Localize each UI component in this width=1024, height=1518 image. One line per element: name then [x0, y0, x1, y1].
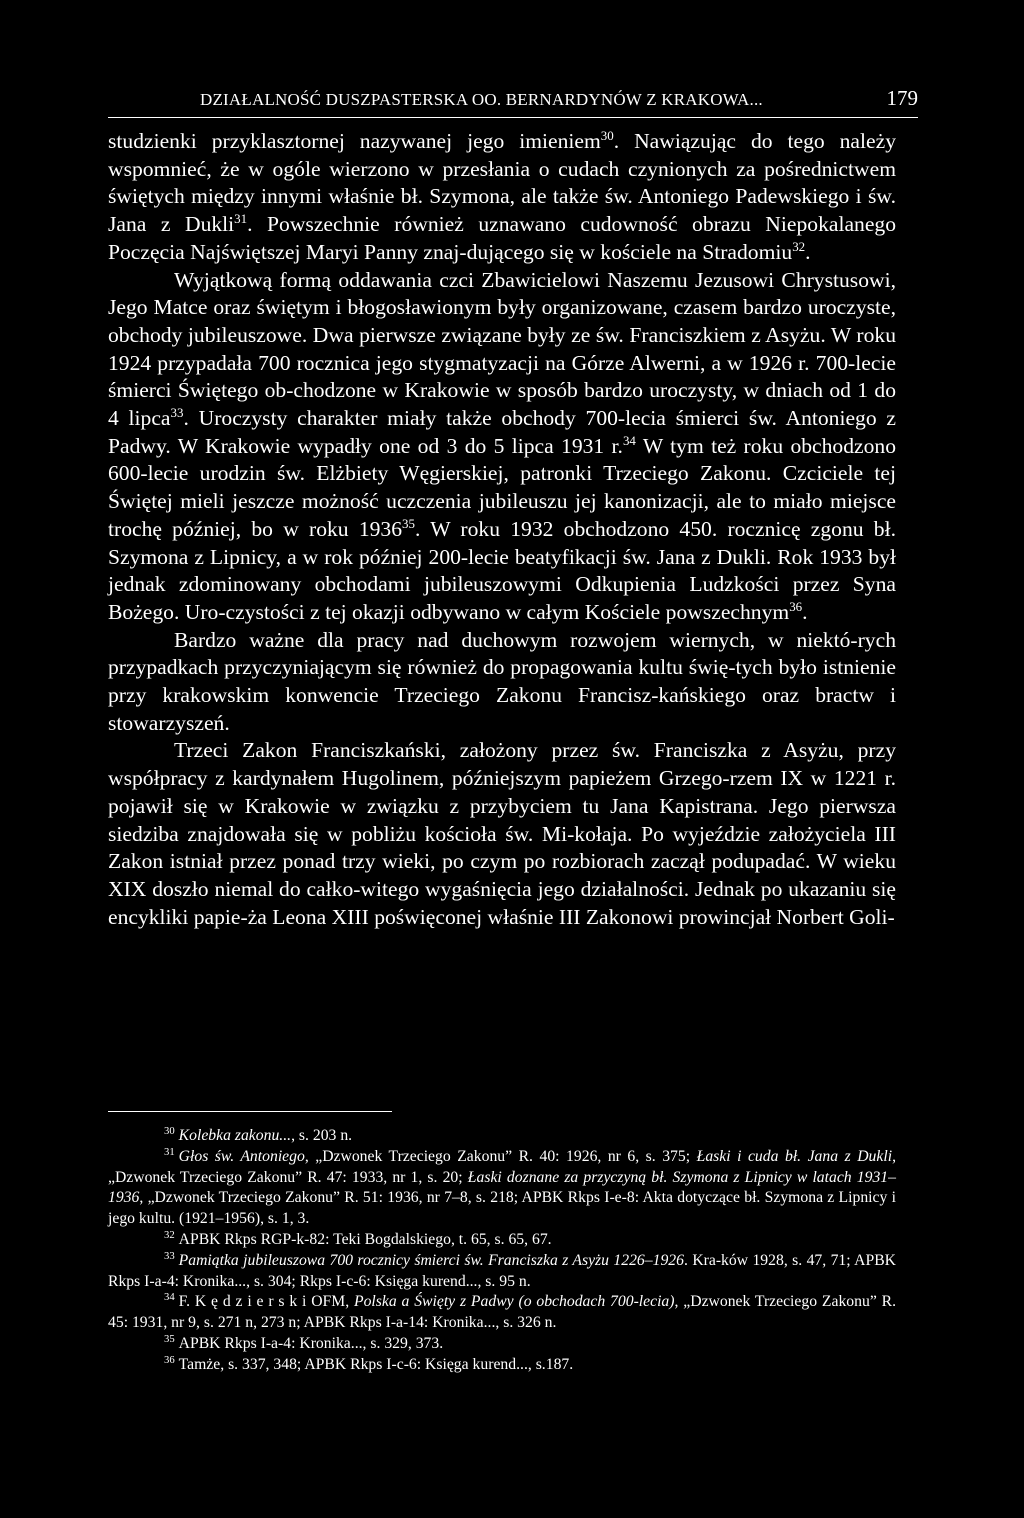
footnote-text	[108, 1145, 896, 1228]
italic-text: Pamiątka jubileuszowa 700 rocznicy śmierci św. Franciszka z Asyżu 1226–1926	[178, 1251, 684, 1269]
text-segment: . W roku 1932 obchodzono 450. rocznicę zgonu bł. Szymona z Lipnicy, a w rok później 200-lecie beatyfikacji św. Jana z Dukli. Rok 1933 był jednak zdominowany obchodami jubileuszowymi Odkupienia Ludzkości przez Syna Bożego. Uro-czystości z tej okazji odbywano w całym Kościele powszechnym	[108, 516, 896, 624]
italic-text: Łaski doznane za przyczyną bł. Szymona z Lipnicy w latach 1931–1936	[108, 1168, 896, 1207]
text-segment: Tamże, s. 337, 348; APBK Rkps I-c-6: Księga kurend..., s.187.	[178, 1355, 574, 1373]
text-segment: Bardzo ważne dla pracy nad duchowym rozwojem wiernych, w niektó-rych przypadkach przyczyniającym się również do propagowania kultu świę-tych było istnienie przy krakowskim konwencie Trzeciego Zakonu Francisz-kańskiego oraz bractw i stowarzyszeń.	[108, 627, 896, 735]
paragraph	[108, 737, 896, 931]
text-segment: , „Dzwonek Trzeciego Zakonu” R. 45: 1931, nr 9, s. 271 n, 273 n; APBK Rkps I-a-14: Kronika..., s. 326 n.	[108, 1293, 897, 1332]
text-segment: Wyjątkową formą oddawania czci Zbawicielowi Naszemu Jezusowi Chrystusowi, Jego Matce oraz świętym i błogosławionym były organizowane, czasem bardzo uroczyste, obchody jubileuszowe. Dwa pierwsze związane były ze św. Franciszkiem z Asyżu. W roku 1924 przypadała 700 rocznica jego stygmatyzacji na Górze Alwerni, a w 1926 r. 700-lecie śmierci Świętego ob-chodzone w Krakowie w sposób bardzo uroczysty, w dniach od 1 do 4 lipca	[108, 267, 896, 431]
footnote-number: 31	[164, 1145, 175, 1158]
text-segment: Trzeci Zakon Franciszkański, założony przez św. Franciszka z Asyżu, przy współpracy z kardynałem Hugolinem, późniejszym papieżem Grzego-rzem IX w 1221 r. pojawił się w Krakowie w związku z przybyciem tu Jana Kapistrana. Jego pierwsza siedziba znajdowała się w pobliżu kościoła św. Mi-kołaja. Po wyjeździe założyciela III Zakon istniał przez ponad trzy wieki, po czym po rozbiorach zaczął podupadać. W wieku XIX doszło niemal do całko-witego wygaśnięcia jego działalności. Jednak po ukazaniu się encykliki papie-ża Leona XIII poświęconej właśnie III Zakonowi prowincjał Norbert Goli-	[108, 738, 896, 929]
text-segment: . Nawiązując do tego należy wspomnieć, że w ogóle wierzono w przesłania o cudach czynionych za pośrednictwem świętych między innymi właśnie bł. Szymona, ale także św. Antoniego Padewskiego i św. Jana z Dukli	[108, 129, 896, 237]
footnote-text	[179, 1127, 352, 1144]
footnote-text	[179, 1335, 444, 1352]
footnote-number: 33	[164, 1249, 175, 1262]
footnote	[108, 1334, 896, 1355]
footnote-number: 30	[164, 1124, 175, 1137]
text-segment: , „Dzwonek Trzeciego Zakonu” R. 40: 1926, nr 6, s. 375;	[304, 1147, 697, 1165]
text-segment: .	[805, 239, 811, 264]
text-segment: .	[802, 599, 808, 624]
footnote-reference: 32	[792, 238, 806, 254]
footnote-number: 35	[164, 1332, 175, 1345]
footnotes	[108, 1126, 896, 1376]
footnote-text	[108, 1293, 896, 1331]
footnote	[108, 1147, 896, 1230]
text-segment: , „Dzwonek Trzeciego Zakonu” R. 47: 1933, nr 1, s. 20;	[108, 1147, 896, 1186]
main-text	[108, 128, 896, 931]
italic-text: Głos św. Antoniego	[178, 1147, 305, 1165]
text-segment: , s. 203 n.	[291, 1127, 353, 1144]
paragraph	[108, 128, 896, 267]
footnote-reference: 34	[622, 432, 636, 448]
footnote-text	[179, 1231, 552, 1248]
text-segment: W tym też roku obchodzono 600-lecie urodzin św. Elżbiety Węgierskiej, patronki Trzeciego Zakonu. Czciciele tej Świętej mieli jeszcze możność uczczenia jubileuszu jej kanonizacji, ale to miało miejsce trochę później, bo w roku 1936	[108, 433, 897, 541]
text-segment: APBK Rkps I-a-4: Kronika..., s. 329, 373.	[178, 1334, 444, 1352]
footnote-number: 34	[164, 1291, 175, 1304]
footnote-divider	[108, 1111, 392, 1112]
footnote-reference: 31	[234, 210, 248, 226]
footnote	[108, 1355, 896, 1376]
text-segment: . Powszechnie również uznawano cudowność obrazu Niepokalanego Poczęcia Najświętszej Maryi Panny znaj-dującego się w kościele na Stradomiu	[108, 212, 897, 264]
text-segment: . Kra-ków 1928, s. 47, 71; APBK Rkps I-a-4: Kronika..., s. 304; Rkps I-c-6: Księga kurend..., s. 95 n.	[108, 1251, 896, 1290]
footnote	[108, 1126, 896, 1147]
footnote	[108, 1230, 896, 1251]
footnote-reference: 36	[789, 598, 803, 614]
paragraph	[108, 627, 896, 738]
text-segment: . Uroczysty charakter miały także obchody 700-lecia śmierci św. Antoniego z Padwy. W Krakowie wypadły one od 3 do 5 lipca 1931 r.	[108, 406, 896, 458]
italic-text: Łaski i cuda bł. Jana z Dukli	[696, 1147, 893, 1165]
italic-text: Polska a Święty z Padwy (o obchodach 700-lecia)	[353, 1293, 675, 1311]
text-segment: F. K ę d z i e r s k i OFM,	[178, 1293, 354, 1311]
page-number: 179	[886, 86, 918, 110]
footnote-reference: 30	[600, 127, 614, 143]
italic-text: Kolebka zakonu...	[178, 1127, 292, 1144]
text-segment: APBK Rkps RGP-k-82: Teki Bogdalskiego, t. 65, s. 65, 67.	[178, 1230, 552, 1248]
footnote-number: 32	[164, 1228, 175, 1241]
footnote-reference: 33	[170, 404, 184, 420]
footnote-number: 36	[164, 1353, 175, 1366]
footnote-text	[179, 1356, 574, 1373]
running-header	[108, 86, 918, 118]
footnote-reference: 35	[402, 515, 415, 531]
footnote-text	[108, 1249, 896, 1290]
footnote	[108, 1292, 896, 1334]
paragraph	[108, 267, 896, 627]
running-title: DZIAŁALNOŚĆ DUSZPASTERSKA OO. BERNARDYNÓW Z KRAKOWA...	[200, 90, 763, 109]
footnote	[108, 1251, 896, 1293]
text-segment: , „Dzwonek Trzeciego Zakonu” R. 51: 1936, nr 7–8, s. 218; APBK Rkps I-e-8: Akta dotyczące bł. Szymona z Lipnicy i jego kultu. (1921–1956), s. 1, 3.	[108, 1189, 896, 1228]
text-segment: studzienki przyklasztornej nazywanej jego imieniem	[108, 129, 601, 153]
